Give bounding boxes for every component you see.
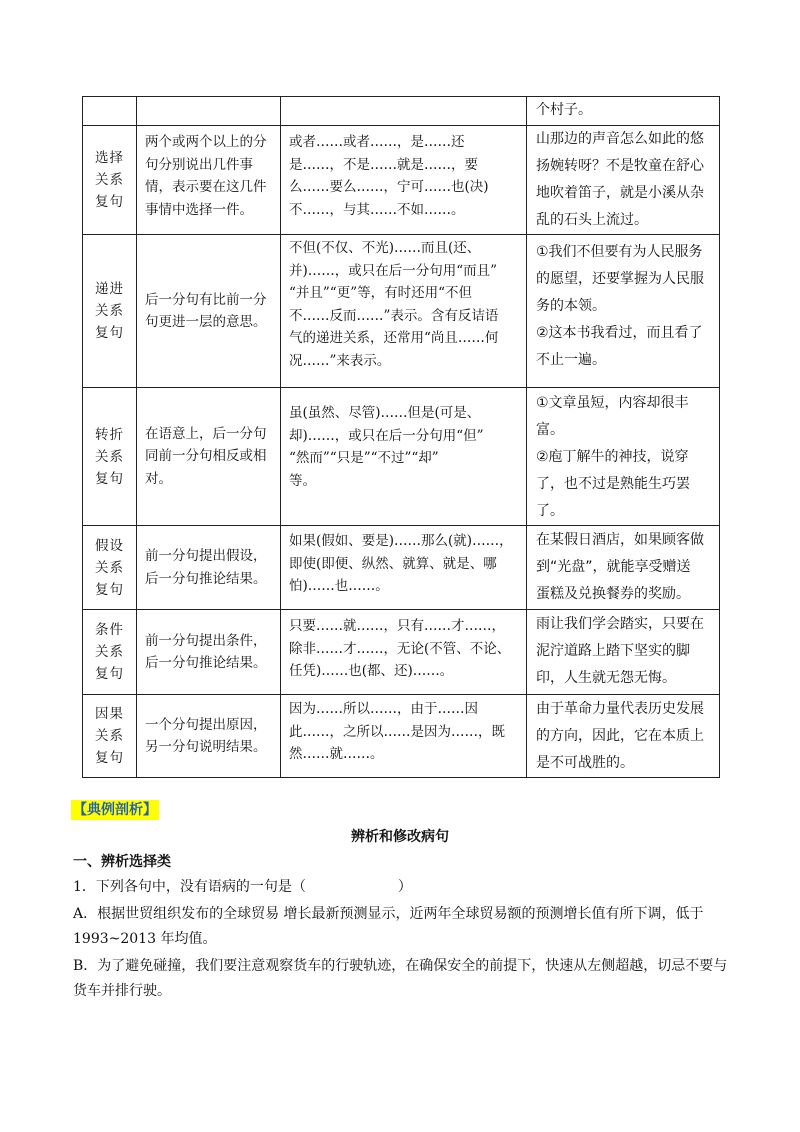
relation-words: 或者……或者……，是……还 是……，不是……就是……，要 么……要么……，宁可……也(决) 不……，与其……不如……。: [289, 134, 489, 218]
relation-definition: 前一分句提出假设， 后一分句推论结果。: [145, 548, 267, 587]
relation-words: 如果(假如、要是)……那么(就)……， 即使(即便、纵然、就算、就是、哪 怕)……也……。: [289, 533, 513, 594]
page-title: 辨析和修改病句: [351, 829, 449, 845]
complex-sentence-table: [82, 96, 720, 778]
relation-type: 转折 关系 复句: [95, 426, 124, 487]
relation-definition: 一个分句提出原因， 另一分句说明结果。: [145, 716, 267, 755]
relation-words: 不但(不仅、不光)……而且(还、 并)……，或只在后一分句用“而且” “并且”“更”等，有时还用“不但 不……反而……”表示。含有反诘语 气的递进关系，还常用“尚且……何 况……”来表示。: [289, 240, 499, 369]
relation-definition: 两个或两个以上的分 句分别说出几件事 情，表示要在这几件 事情中选择一件。: [145, 134, 267, 218]
table-row: [83, 126, 720, 235]
relation-words: 只要……就……，只有……才……， 除非……才……，无论(不管、不论、 任凭)……也(都、还)……。: [289, 618, 511, 679]
relation-example: 由于革命力量代表历史发展 的方向，因此，它在本质上 是不可战胜的。: [536, 701, 704, 771]
section-subtitle: 一、辨析选择类: [73, 854, 171, 870]
relation-type: 假设 关系 复句: [95, 537, 124, 598]
relation-example: 个村子。: [536, 102, 592, 118]
relation-type: 条件 关系 复句: [95, 622, 124, 682]
option-b: B．为了避免碰撞，我们要注意观察货车的行驶轨迹，在确保安全的前提下，快速从左侧超越，切忌不要与货车并排行驶。: [73, 958, 728, 999]
relation-definition: 前一分句提出条件， 后一分句推论结果。: [145, 632, 267, 671]
relation-words: [281, 97, 526, 101]
section-tag: 【典例剖析】: [73, 802, 157, 818]
relation-definition: 在语意上，后一分句 同前一分句相反或相 对。: [145, 425, 267, 487]
option-a: A．根据世贸组织发布的全球贸易 增长最新预测显示，近两年全球贸易额的预测增长值有所下调，低于1993~2013 年均值。: [73, 906, 704, 947]
table-row: [83, 388, 720, 526]
relation-words: 虽(虽然、尽管)……但是(可是、 却)……，或只在后一分句用“但” “然而”“只是”“不过”“却” 等。: [289, 405, 484, 489]
relation-definition: 后一分句有比前一分 句更进一层的意思。: [145, 291, 267, 330]
relation-type: 因果 关系 复句: [95, 706, 124, 766]
relation-example: 山那边的声音怎么如此的悠 扬婉转呀？不是牧童在舒心 地吹着笛子，就是小溪从杂 乱的石头上流过。: [536, 131, 704, 228]
table-row: [83, 235, 720, 388]
relation-example: ①我们不但要有为人民服务 的愿望，还要掌握为人民服 务的本领。 ②这本书我看过，而且看了 不止一遍。: [536, 244, 704, 368]
relation-example: ①文章虽短，内容却很丰 富。 ②庖丁解牛的神技，说穿 了，也不过是熟能生巧罢 了。: [536, 395, 690, 519]
relation-type: 递进 关系 复句: [95, 281, 124, 341]
relation-type: 选择 关系 复句: [95, 150, 124, 210]
relation-example: 在某假日酒店，如果顾客做 到“光盘”，就能享受赠送 蛋糕及兑换餐券的奖励。: [536, 532, 704, 602]
table-row: [83, 695, 720, 778]
table-row: [83, 610, 720, 695]
relation-example: 雨让我们学会踏实，只要在 泥泞道路上踏下坚实的脚 印，人生就无怨无悔。: [536, 616, 704, 686]
relation-definition: [137, 97, 280, 101]
table-row: [83, 526, 720, 610]
question-stem: [73, 875, 733, 900]
relation-words: 因为……所以……，由于……因 此……，之所以……是因为……，既 然……就……。: [289, 701, 505, 762]
question-stem-prefix: 1．下列各句中，没有语病的一句是（: [73, 879, 306, 895]
table-row: [83, 97, 720, 126]
question-stem-suffix: ）: [397, 879, 412, 895]
